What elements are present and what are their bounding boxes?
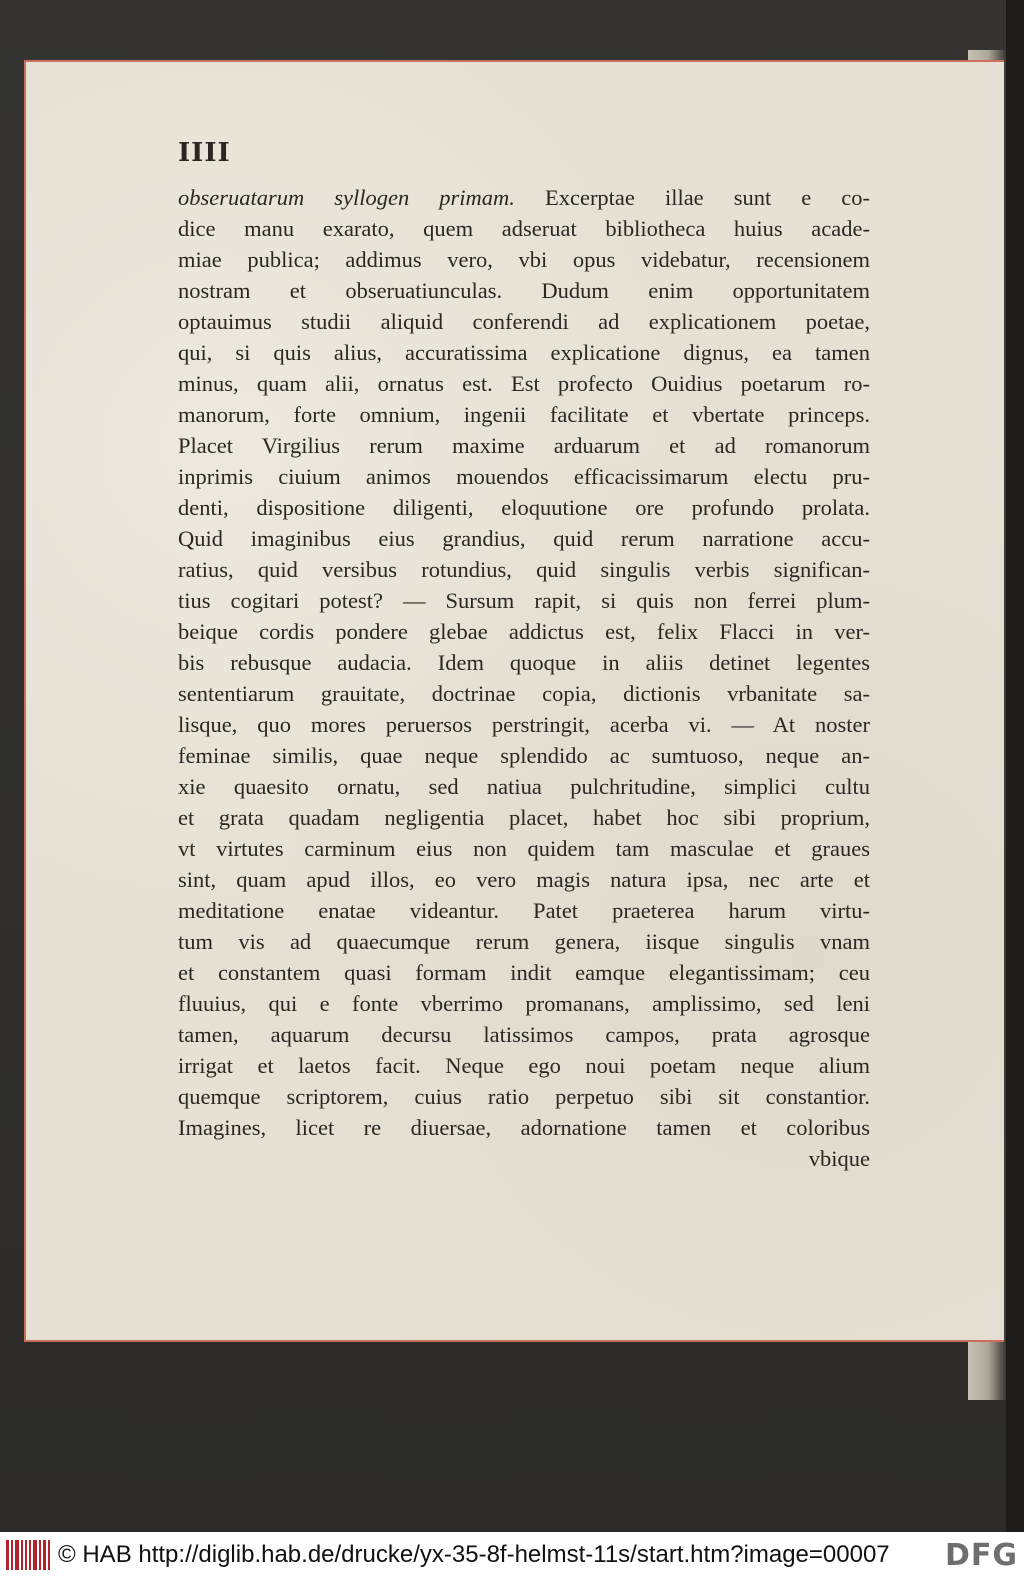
text-line: optauimus studii aliquid conferendi ad explicationem poetae, [178,309,870,334]
text-line: Quid imaginibus eius grandius, quid rerum narratione accu- [178,526,870,551]
viewer-footer [0,1532,1024,1578]
text-line: quemque scriptorem, cuius ratio perpetuo sibi sit constantior. [178,1084,870,1109]
text-line: meditatione enatae videantur. Patet praeterea harum virtu- [178,898,870,923]
text-line: dice manu exarato, quem adseruat bibliotheca huius acade- [178,216,870,241]
text-line: minus, quam alii, ornatus est. Est profecto Ouidius poetarum ro- [178,371,870,396]
copyright-url[interactable]: © HAB http://diglib.hab.de/drucke/yx-35-8f-helmst-11s/start.htm?image=00007 [58,1541,890,1568]
text-line: Imagines, licet re diuersae, adornatione tamen et coloribus [178,1115,870,1140]
page-number: IIII [178,138,231,168]
text-line: qui, si quis alius, accuratissima explicatione dignus, ea tamen [178,340,870,365]
text-line: Placet Virgilius rerum maxime arduarum et ad romanorum [178,433,870,458]
dfg-logo: DFG [939,1538,1018,1573]
text-line: irrigat et laetos facit. Neque ego noui poetam neque alium [178,1053,870,1078]
text-line: sint, quam apud illos, eo vero magis natura ipsa, nec arte et [178,867,870,892]
text-line: fluuius, qui e fonte vberrimo promanans, amplissimo, sed leni [178,991,870,1016]
barcode-icon [6,1540,50,1570]
text-line: obseruatarum syllogen primam. Excerptae illae sunt e co- [178,185,870,210]
text-line: vt virtutes carminum eius non quidem tam masculae et graues [178,836,870,861]
text-line: lisque, quo mores peruersos perstringit, acerba vi. — At noster [178,712,870,737]
text-line: manorum, forte omnium, ingenii facilitate et vbertate princeps. [178,402,870,427]
text-line: tum vis ad quaecumque rerum genera, iisque singulis vnam [178,929,870,954]
text-line: et grata quadam negligentia placet, habet hoc sibi proprium, [178,805,870,830]
text-line: nostram et obseruatiunculas. Dudum enim opportunitatem [178,278,870,303]
text-line: denti, dispositione diligenti, eloquutione ore profundo prolata. [178,495,870,520]
catchword: vbique [808,1146,870,1171]
text-line: tius cogitari potest? — Sursum rapit, si quis non ferrei plum- [178,588,870,613]
text-line: bis rebusque audacia. Idem quoque in aliis detinet legentes [178,650,870,675]
text-line: ratius, quid versibus rotundius, quid singulis verbis significan- [178,557,870,582]
text-line: et constantem quasi formam indit eamque elegantissimam; ceu [178,960,870,985]
body-text [178,182,870,1174]
text-line: sententiarum grauitate, doctrinae copia, dictionis vrbanitate sa- [178,681,870,706]
text-line: inprimis ciuium animos mouendos efficacissimarum electu pru- [178,464,870,489]
text-line: xie quaesito ornatu, sed natiua pulchritudine, simplici cultu [178,774,870,799]
text-line: beique cordis pondere glebae addictus est, felix Flacci in ver- [178,619,870,644]
text-line: tamen, aquarum decursu latissimos campos, prata agrosque [178,1022,870,1047]
text-line: miae publica; addimus vero, vbi opus videbatur, recensionem [178,247,870,272]
binding-strip [1006,0,1024,1532]
text-line: feminae similis, quae neque splendido ac sumtuoso, neque an- [178,743,870,768]
